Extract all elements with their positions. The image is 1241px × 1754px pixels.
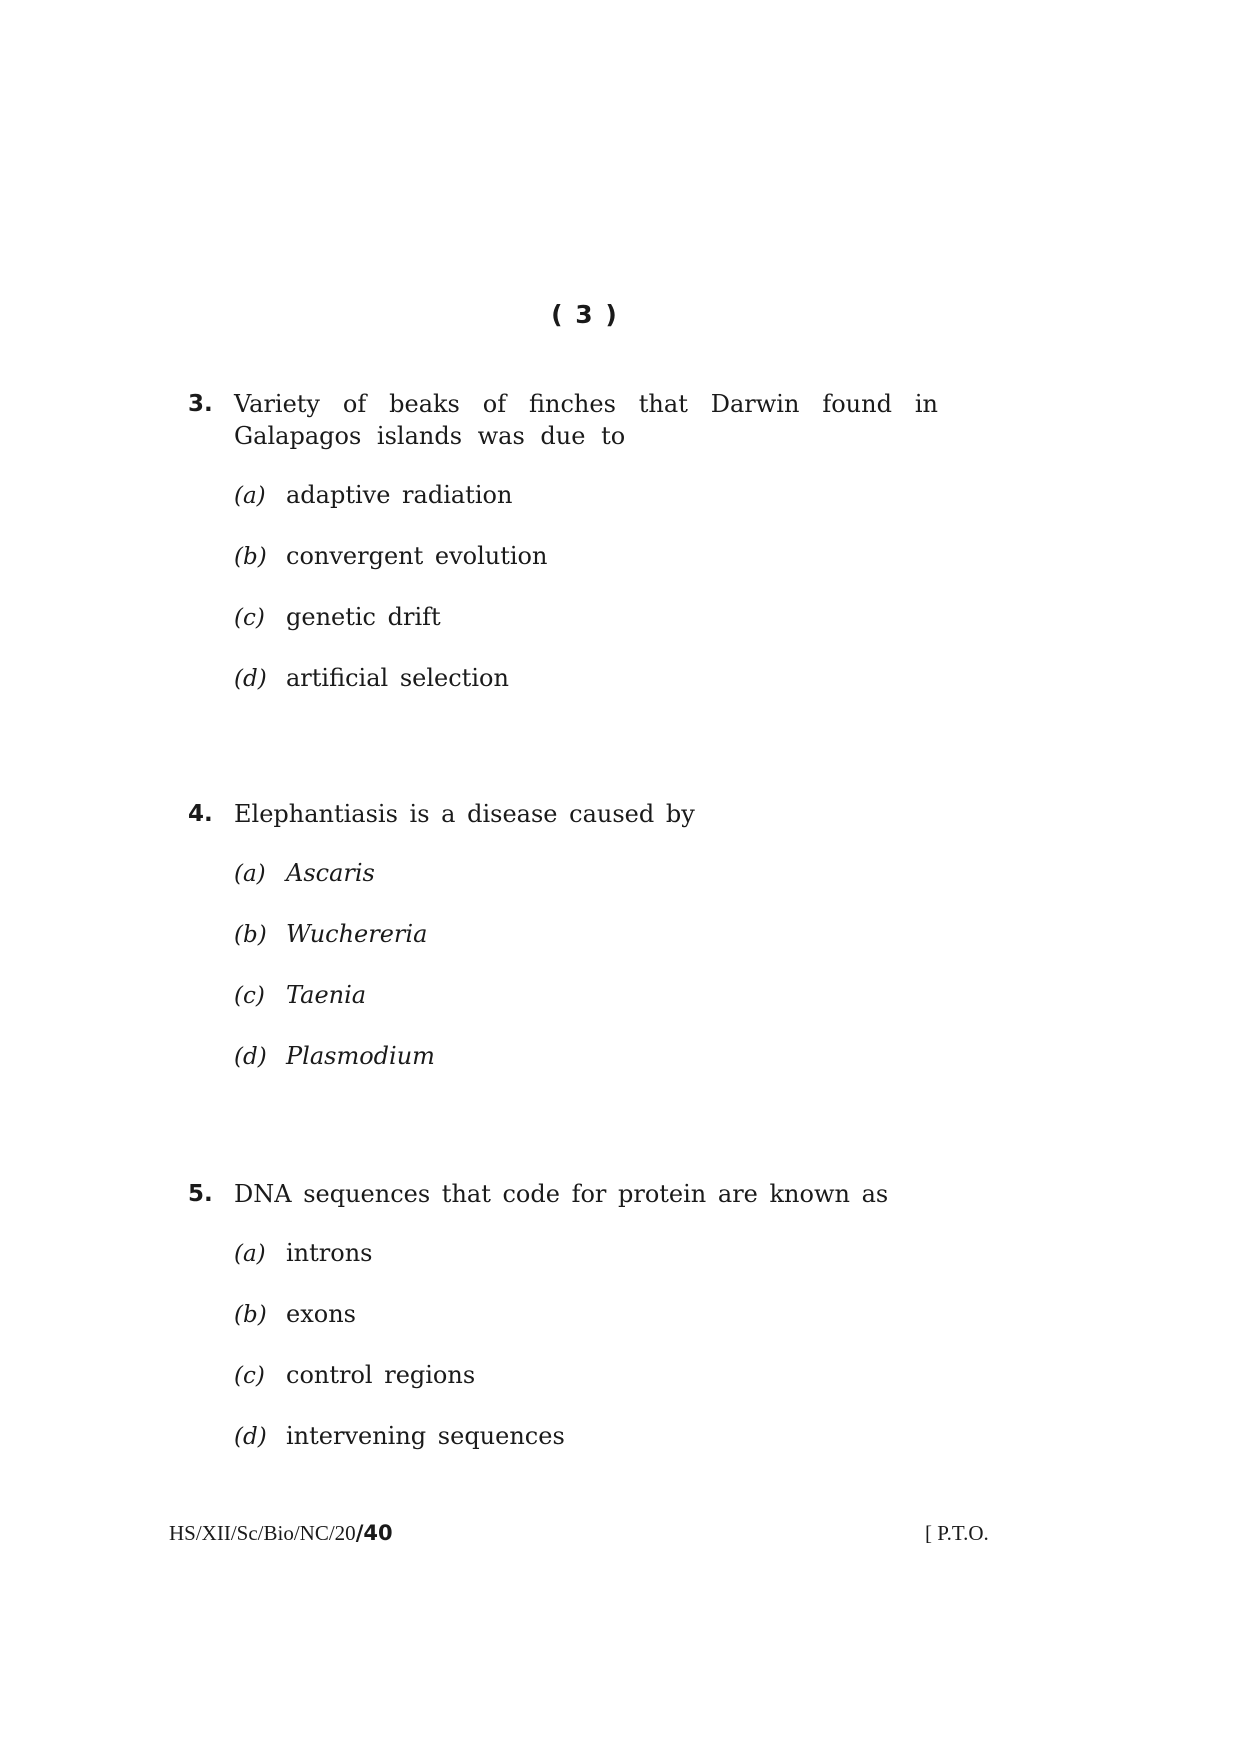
option-label: (b) <box>234 544 267 570</box>
option-d <box>234 1040 938 1101</box>
option-label: (a) <box>234 861 266 887</box>
option-label: (b) <box>234 922 267 948</box>
paper-code-suffix: /40 <box>355 1521 393 1545</box>
pto-label: [ P.T.O. <box>925 1521 989 1545</box>
option-label: (c) <box>234 605 265 631</box>
paper-code-prefix: HS/XII/Sc/Bio/NC/20 <box>169 1521 356 1545</box>
options-list <box>234 1237 938 1481</box>
option-text: intervening sequences <box>286 1422 565 1450</box>
question-number: 3. <box>188 391 213 417</box>
option-a <box>234 1237 938 1298</box>
option-d <box>234 1420 938 1481</box>
page-number: ( 3 ) <box>551 300 619 329</box>
option-b <box>234 918 938 979</box>
question-4 <box>188 798 938 1101</box>
paper-code <box>169 1521 393 1546</box>
question-text: Elephantiasis is a disease caused by <box>234 800 695 828</box>
question-3 <box>188 388 938 723</box>
option-text: exons <box>286 1300 356 1328</box>
option-label: (d) <box>234 666 267 692</box>
option-text: Wuchereria <box>286 920 428 948</box>
option-text: Plasmodium <box>286 1042 435 1070</box>
option-label: (b) <box>234 1302 267 1328</box>
question-text: DNA sequences that code for protein are known as <box>234 1180 889 1208</box>
option-text: artificial selection <box>286 664 509 692</box>
option-label: (a) <box>234 483 266 509</box>
option-text: genetic drift <box>286 603 441 631</box>
option-c <box>234 1359 938 1420</box>
option-a <box>234 857 938 918</box>
question-number: 4. <box>188 801 213 827</box>
option-text: convergent evolution <box>286 542 548 570</box>
option-label: (d) <box>234 1424 267 1450</box>
option-b <box>234 1298 938 1359</box>
option-text: introns <box>286 1239 373 1267</box>
option-label: (c) <box>234 1363 265 1389</box>
option-label: (c) <box>234 983 265 1009</box>
option-c <box>234 979 938 1040</box>
options-list <box>234 857 938 1101</box>
option-text: adaptive radiation <box>286 481 513 509</box>
option-d <box>234 662 938 723</box>
question-number: 5. <box>188 1181 213 1207</box>
option-b <box>234 540 938 601</box>
option-text: control regions <box>286 1361 476 1389</box>
option-label: (d) <box>234 1044 267 1070</box>
option-c <box>234 601 938 662</box>
option-text: Ascaris <box>286 859 375 887</box>
options-list <box>234 479 938 723</box>
option-label: (a) <box>234 1241 266 1267</box>
option-a <box>234 479 938 540</box>
question-text: Variety of beaks of finches that Darwin found in Galapagos islands was due to <box>234 390 938 450</box>
question-5 <box>188 1178 938 1481</box>
option-text: Taenia <box>286 981 367 1009</box>
